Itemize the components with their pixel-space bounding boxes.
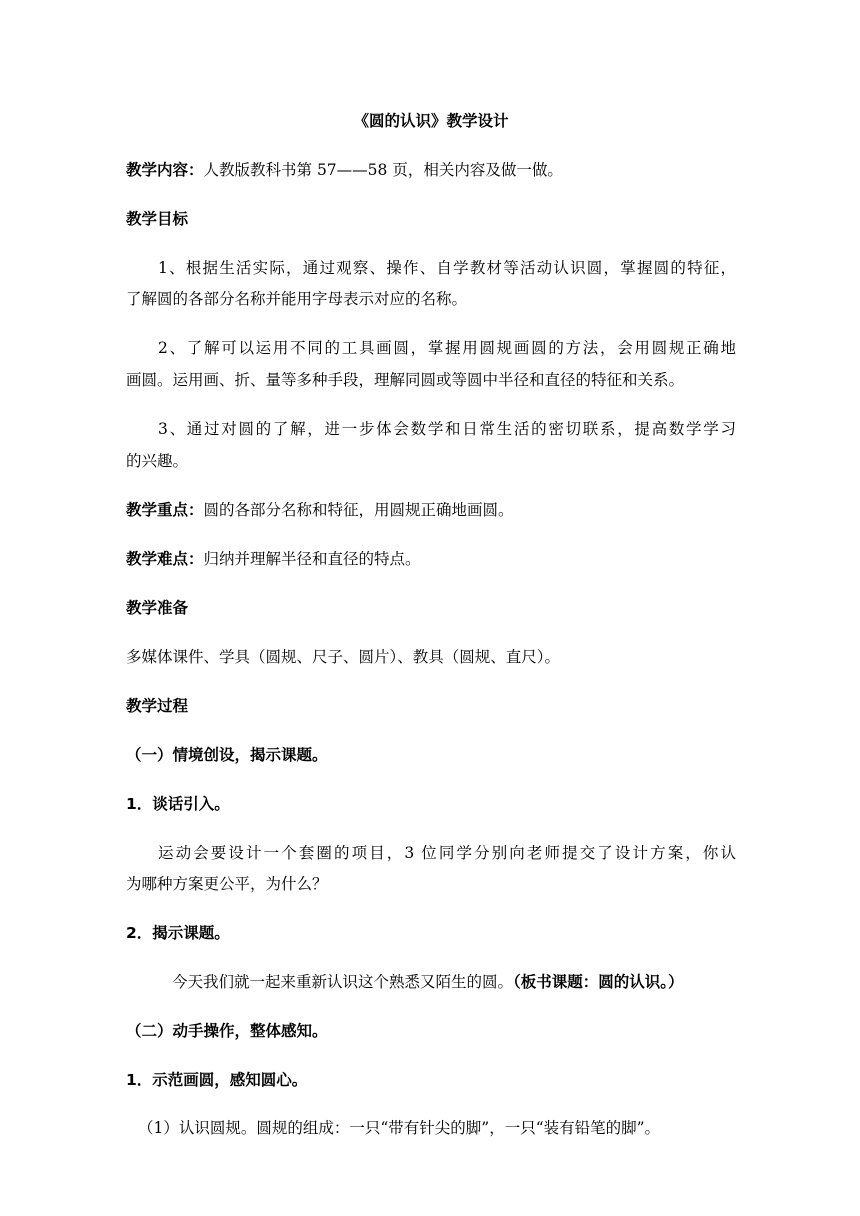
teaching-content-text: 人教版教科书第 57——58 页，相关内容及做一做。 [203,161,563,179]
document-title: 《圆的认识》教学设计 [353,112,509,130]
difficulty-label: 教学难点： [126,550,204,568]
section-1-step-1-line-1: 运动会要设计一个套圈的项目，3 位同学分别向老师提交了设计方案，你认 [158,844,736,862]
goal-1-line-1: 1、根据生活实际，通过观察、操作、自学教材等活动认识圆，掌握圆的特征， [158,259,736,277]
preparation-heading: 教学准备 [126,599,189,617]
goal-2-line-2: 画圆。运用画、折、量等多种手段，理解同圆或等圆中半径和直径的特征和关系。 [126,371,685,389]
section-1-step-1-heading: 1．谈话引入。 [126,795,230,813]
preparation-text: 多媒体课件、学具（圆规、尺子、圆片）、教具（圆规、直尺）。 [126,648,561,666]
section-2-heading: （二）动手操作，整体感知。 [126,1022,328,1040]
teaching-content [126,159,736,181]
section-1-step-1-line-2: 为哪种方案更公平，为什么？ [126,875,328,893]
goal-1-line-2: 了解圆的各部分名称并能用字母表示对应的名称。 [126,290,468,308]
difficulty-text: 归纳并理解半径和直径的特点。 [203,550,421,568]
goal-3-line-1: 3、通过对圆的了解，进一步体会数学和日常生活的密切联系，提高数学学习 [158,420,736,438]
section-1-heading: （一）情境创设，揭示课题。 [126,746,328,764]
key-point-text: 圆的各部分名称和特征，用圆规正确地画圆。 [203,501,514,519]
section-2-step-1-text: （1）认识圆规。圆规的组成：一只“带有针尖的脚”，一只“装有铅笔的脚”。 [138,1119,661,1137]
section-1-step-2-text [126,971,736,993]
process-heading: 教学过程 [126,697,189,715]
section-2-step-1-heading: 1．示范画圆，感知圆心。 [126,1071,308,1089]
document-page [126,0,736,1216]
key-point-label: 教学重点： [126,501,204,519]
difficulty [126,548,736,570]
section-1-step-2-plain: 今天我们就一起来重新认识这个熟悉又陌生的圆。 [172,973,514,991]
goals-heading: 教学目标 [126,210,189,228]
section-1-step-2-heading: 2．揭示课题。 [126,924,230,942]
section-1-step-2-bold: （板书课题：圆的认识。） [513,973,684,991]
goal-2-line-1: 2、了解可以运用不同的工具画圆，掌握用圆规画圆的方法，会用圆规正确地 [158,339,736,357]
key-point [126,499,736,521]
teaching-content-label: 教学内容： [126,161,204,179]
goal-3-line-2: 的兴趣。 [126,452,189,470]
